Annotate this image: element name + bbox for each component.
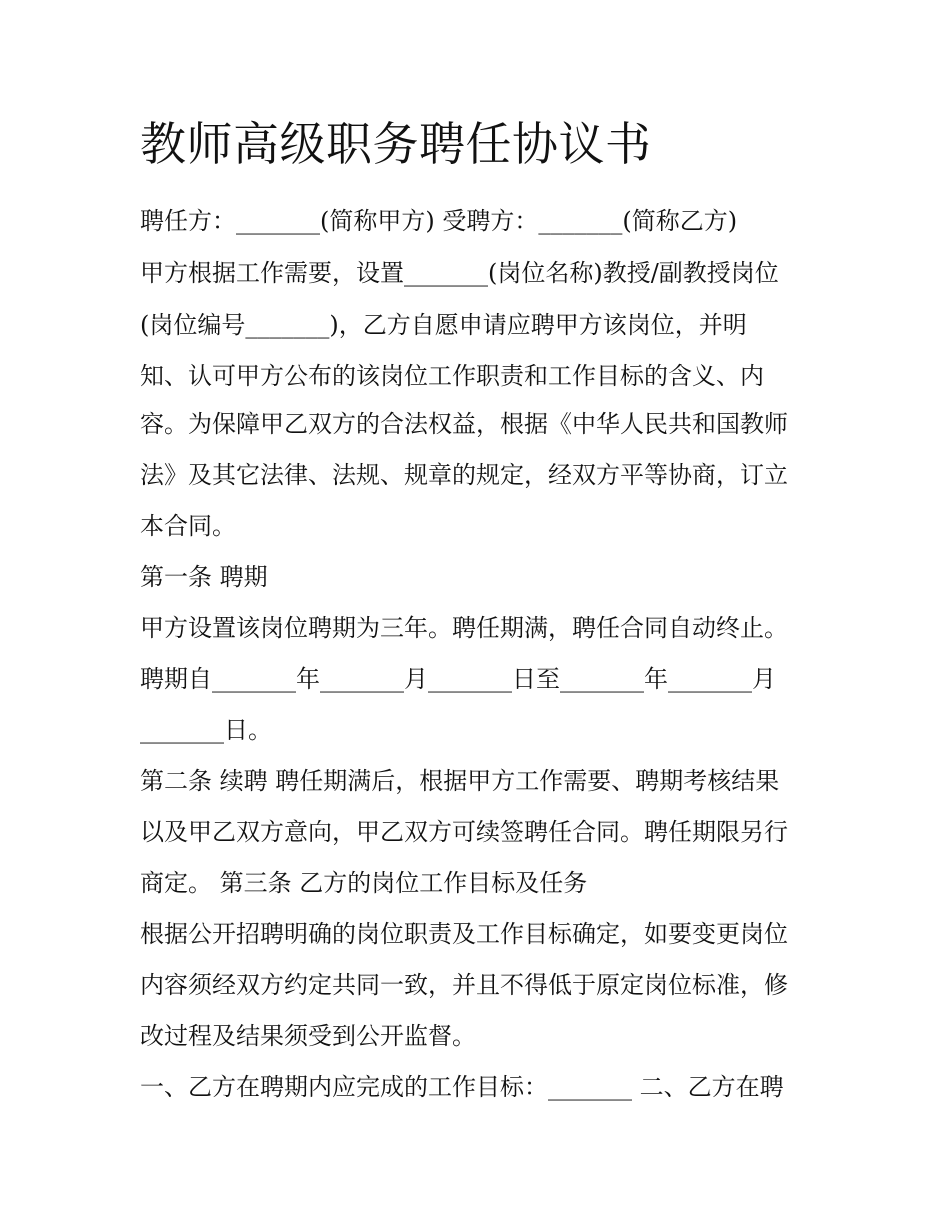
body-line: _______日。 bbox=[140, 716, 272, 744]
body-line: 商定。 第三条 乙方的岗位工作目标及任务 bbox=[140, 869, 588, 897]
body-line: 知、认可甲方公布的该岗位工作职责和工作目标的含义、内 bbox=[140, 362, 764, 390]
body-line: 容。为保障甲乙双方的合法权益，根据《中华人民共和国教师 bbox=[140, 410, 788, 438]
body-line: 改过程及结果须受到公开监督。 bbox=[140, 1022, 476, 1050]
body-line: 第二条 续聘 聘任期满后，根据甲方工作需要、聘期考核结果 bbox=[140, 767, 780, 795]
body-line: 甲方根据工作需要，设置_______(岗位名称)教授/副教授岗位 bbox=[140, 259, 779, 287]
body-line: 本合同。 bbox=[140, 512, 236, 540]
body-line: 法》及其它法律、法规、规章的规定，经双方平等协商，订立 bbox=[140, 461, 788, 489]
body-line: 根据公开招聘明确的岗位职责及工作目标确定，如要变更岗位 bbox=[140, 920, 788, 948]
parties-line: 聘任方：_______(简称甲方) 受聘方：_______(简称乙方) bbox=[140, 207, 738, 235]
body-line: 以及甲乙双方意向，甲乙双方可续签聘任合同。聘任期限另行 bbox=[140, 818, 788, 846]
body-line: 内容须经双方约定共同一致，并且不得低于原定岗位标准，修 bbox=[140, 971, 788, 999]
body-line: 一、乙方在聘期内应完成的工作目标：_______ 二、乙方在聘 bbox=[140, 1073, 784, 1101]
body-line: (岗位编号_______)，乙方自愿申请应聘甲方该岗位，并明 bbox=[140, 311, 747, 339]
document-title: 教师高级职务聘任协议书 bbox=[140, 117, 652, 171]
section-heading: 第一条 聘期 bbox=[140, 563, 268, 591]
body-line: 聘期自_______年_______月_______日至_______年_______月 bbox=[140, 665, 776, 693]
body-line: 甲方设置该岗位聘期为三年。聘任期满，聘任合同自动终止。 bbox=[140, 614, 788, 642]
